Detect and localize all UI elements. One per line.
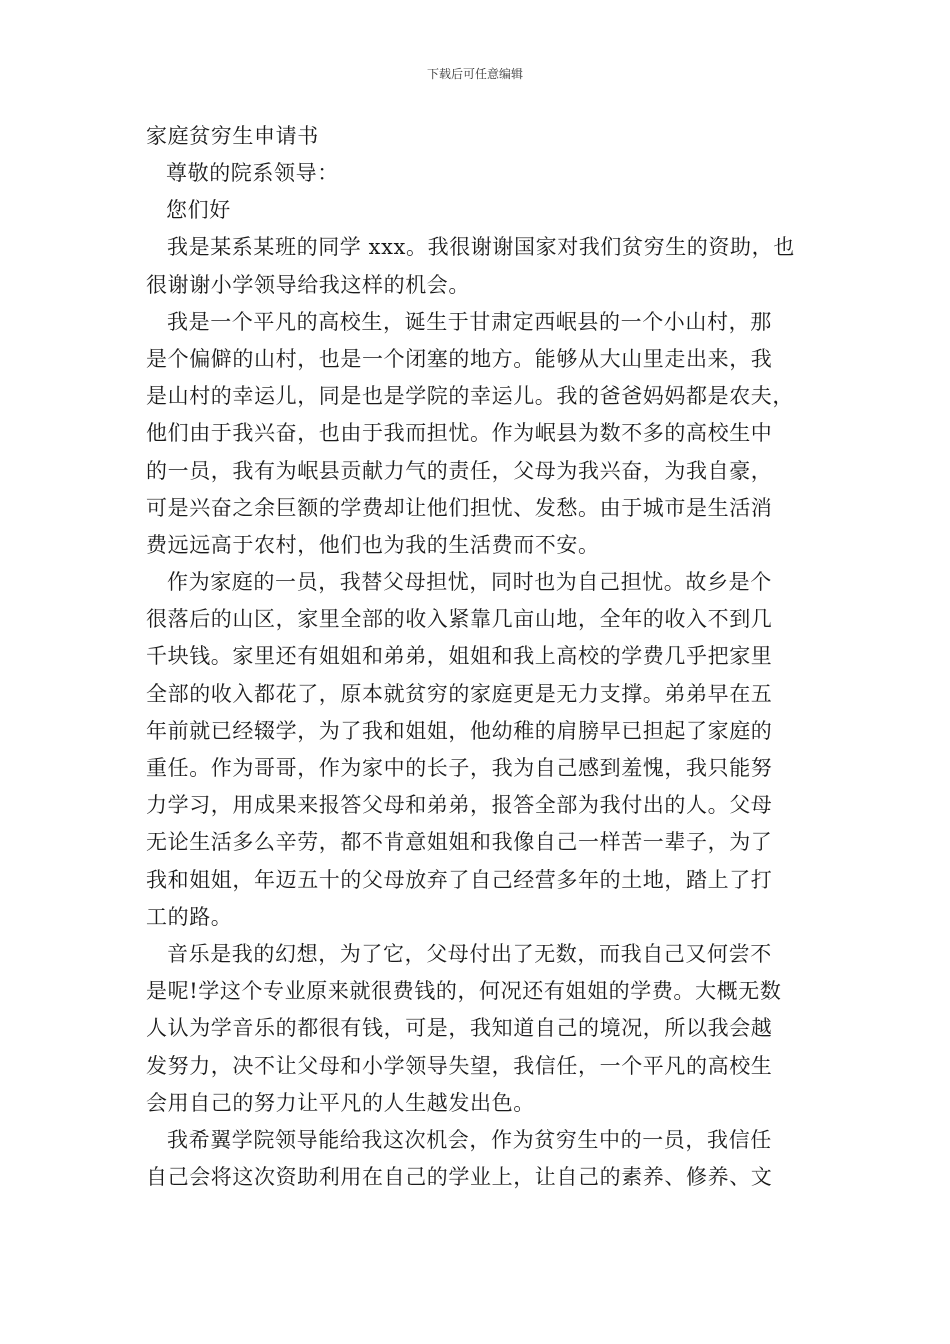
- paragraph-line: 我是一个平凡的高校生，诞生于甘肃定西岷县的一个小山村，那: [167, 309, 772, 334]
- paragraph-line: 工的路。: [146, 904, 233, 929]
- paragraph-line: 是个偏僻的山村，也是一个闭塞的地方。能够从大山里走出来，我: [146, 346, 773, 371]
- paragraph-line: 音乐是我的幻想，为了它，父母付出了无数，而我自己又何尝不: [167, 941, 772, 966]
- paragraph-5: [146, 1122, 818, 1196]
- paragraph-line: 自己会将这次资助利用在自己的学业上，让自己的素养、修养、文: [146, 1165, 773, 1190]
- paragraph-line: 我是某系某班的同学 xxx。我很谢谢国家对我们贫穷生的资助，也: [167, 235, 795, 260]
- paragraph-line: 力学习，用成果来报答父母和弟弟，报答全部为我付出的人。父母: [146, 793, 773, 818]
- document-title: 家庭贫穷生申请书: [146, 124, 319, 148]
- paragraph-line: 很落后的山区，家里全部的收入紧靠几亩山地，全年的收入不到几: [146, 607, 773, 632]
- paragraph-2: [146, 304, 818, 564]
- paragraph-line: 很谢谢小学领导给我这样的机会。: [146, 272, 470, 297]
- paragraph-line: 无论生活多么辛劳，都不肯意姐姐和我像自己一样苦一辈子，为了: [146, 830, 773, 855]
- paragraph-line: 千块钱。家里还有姐姐和弟弟，姐姐和我上高校的学费几乎把家里: [146, 644, 773, 669]
- paragraph-line: 作为家庭的一员，我替父母担忧，同时也为自己担忧。故乡是个: [167, 570, 772, 595]
- salutation: 尊敬的院系领导：: [166, 161, 339, 185]
- paragraph-4: [146, 936, 818, 1122]
- paragraph-1: [146, 229, 818, 303]
- document-body: [146, 118, 818, 1196]
- paragraph-line: 全部的收入都花了，原本就贫穷的家庭更是无力支撑。弟弟早在五: [146, 681, 773, 706]
- paragraph-line: 人认为学音乐的都很有钱，可是，我知道自己的境况，所以我会越: [146, 1016, 773, 1041]
- paragraph-line: 的一员，我有为岷县贡献力气的责任，父母为我兴奋，为我自豪，: [146, 458, 773, 483]
- paragraph-line: 可是兴奋之余巨额的学费却让他们担忧、发愁。由于城市是生活消: [146, 495, 773, 520]
- paragraph-line: 会用自己的努力让平凡的人生越发出色。: [146, 1090, 535, 1115]
- paragraph-line: 重任。作为哥哥，作为家中的长子，我为自己感到羞愧，我只能努: [146, 756, 773, 780]
- paragraph-line: 费远远高于农村，他们也为我的生活费而不安。: [146, 532, 600, 557]
- paragraph-line: 我希翼学院领导能给我这次机会，作为贫穷生中的一员，我信任: [167, 1127, 772, 1152]
- paragraph-line: 是呢!学这个专业原来就很费钱的，何况还有姐姐的学费。大概无数: [146, 979, 782, 1004]
- paragraph-line: 发努力，决不让父母和小学领导失望，我信任，一个平凡的高校生: [146, 1053, 773, 1078]
- paragraph-line: 我和姐姐，年迈五十的父母放弃了自己经营多年的土地，踏上了打: [146, 867, 773, 892]
- greeting: 您们好: [166, 198, 231, 223]
- paragraph-line: 是山村的幸运儿，同是也是学院的幸运儿。我的爸爸妈妈都是农夫，: [146, 384, 794, 409]
- paragraph-line: 他们由于我兴奋，也由于我而担忧。作为岷县为数不多的高校生中: [146, 421, 773, 446]
- paragraph-line: 年前就已经辍学，为了我和姐姐，他幼稚的肩膀早已担起了家庭的: [146, 718, 773, 743]
- page-header: 下载后可任意编辑: [426, 67, 523, 81]
- paragraph-3: [146, 564, 818, 936]
